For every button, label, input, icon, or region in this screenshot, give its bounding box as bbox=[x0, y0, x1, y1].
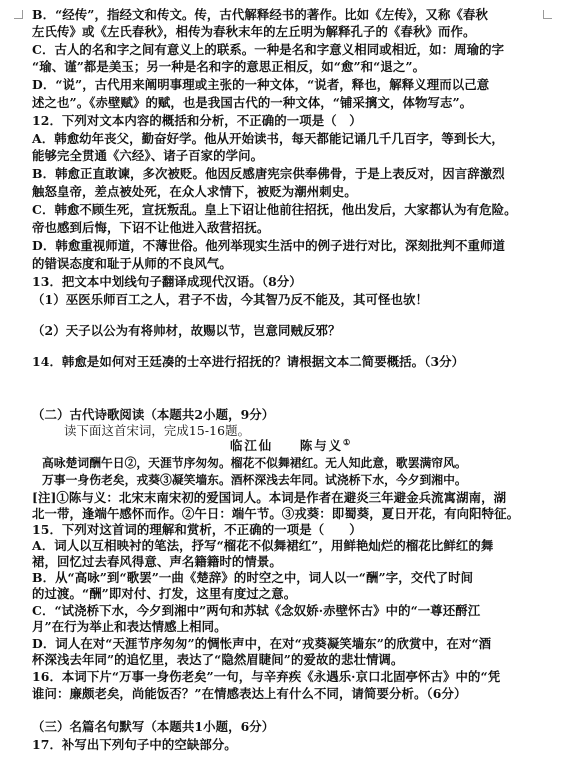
text-line: C．韩愈不顾生死，宣抚叛乱。皇上下诏让他前往招抚，他出发后，大家都认为有危险。 bbox=[32, 202, 517, 217]
text-line: 读下面这首宋词，完成15-16题。 bbox=[64, 423, 251, 438]
text-line: D．韩愈重视师道，不薄世俗。他列举现实生活中的例子进行对比，深刻批判不重师道 bbox=[32, 238, 505, 253]
text-line: C．古人的名和字之间有意义上的联系。一种是名和字意义相同或相近，如：周瑜的字 bbox=[32, 42, 505, 57]
text-line: 的过渡。“酬”即对付、打发，这里有度过之意。 bbox=[32, 586, 297, 601]
poem-title-author: 陈与义 bbox=[299, 438, 343, 453]
text-line: 触怒皇帝，差点被处死，在众人求情下，被贬为潮州刺史。 bbox=[32, 184, 357, 199]
question-12: 12．下列对文本内容的概括和分析，不正确的一项是（ ） bbox=[32, 113, 362, 128]
text-line: 述之也”。《赤壁赋》的赋，也是我国古代的一种文体，“铺采摛文，体物写志”。 bbox=[32, 95, 473, 110]
section-heading: （二）古代诗歌阅读（本题共2小题，9分） bbox=[32, 407, 275, 422]
text-line: 杯深浅去年同”的追忆里，表达了“隐然眉睫间”的爱故的悲壮情调。 bbox=[32, 652, 404, 667]
poem-line: 万事一身伤老矣，戎葵③凝笑墙东。酒杯深浅去年同。试浇桥下水，今夕到湘中。 bbox=[42, 473, 467, 487]
text-line: 的错误态度和耻于从师的不良风气。 bbox=[32, 256, 232, 271]
text-line: D．“说”，古代用来阐明事理或主张的一种文体，“说者，释也，解释义理而以己意 bbox=[32, 77, 490, 92]
question-13: 13．把文本中划线句子翻译成现代汉语。（8分） bbox=[32, 274, 302, 289]
question-15: 15．下列对这首词的理解和赏析，不正确的一项是（ ） bbox=[32, 522, 362, 537]
text-line: “瑜、谨”都是美玉；另一种是名和字的意思正相反，如“愈”和“退之”。 bbox=[32, 59, 426, 74]
footnote-marker: ① bbox=[343, 436, 353, 447]
text-line: B．韩愈正直敢谏，多次被贬。他因反感唐宪宗供奉佛骨，于是上表反对，因言辞激烈 bbox=[32, 166, 505, 181]
text-line: C．“试浇桥下水，今夕到湘中”两句和苏轼《念奴娇·赤壁怀古》中的“一尊还酹江 bbox=[32, 603, 481, 618]
text-line: 帝也感到后悔，下诏不让他进入敌营招抚。 bbox=[32, 220, 270, 235]
poem-title-name: 临江仙 bbox=[230, 438, 274, 453]
text-line: B．从“高咏”到“歌罢”一曲《楚辞》的时空之中，词人以一“酬”字，交代了时间 bbox=[32, 570, 474, 585]
text-line: A．韩愈幼年丧父，勤奋好学。他从开始读书，每天都能记诵几千几百字，等到长大， bbox=[32, 131, 504, 146]
text-line: 裙，回忆过去春风得意、声名籍籍时的情景。 bbox=[32, 554, 282, 569]
poem-line: 高咏楚词酬午日②，天涯节序匆匆。榴花不似舞裙红。无人知此意，歌罢满帘风。 bbox=[42, 456, 467, 470]
corner-mark-icon bbox=[14, 10, 23, 19]
text-line: A．词人以互相映衬的笔法，抒写“榴花不似舞裙红”，用鲜艳灿烂的榴花比鲜红的舞 bbox=[32, 538, 494, 553]
text-line: 左氏传》或《左氏春秋》，相传为春秋末年的左丘明为解释孔子的《春秋》而作。 bbox=[32, 24, 476, 39]
text-line: 谁问：廉颇老矣，尚能饭否？”在情感表达上有什么不同，请简要分析。（6分） bbox=[32, 686, 467, 701]
text-line: B．“经传”，指经文和传文。传，古代解释经书的著作。比如《左传》，又称《春秋 bbox=[32, 7, 488, 22]
text-line: （2）天子以公为有将帅材，故赐以节，岂意同贼反邪？ bbox=[32, 323, 341, 338]
question-14: 14．韩愈是如何对王廷凑的士卒进行招抚的？请根据文本二简要概括。（3分） bbox=[32, 354, 465, 369]
question-16: 16．本词下片“万事一身伤老矣”一句，与辛弃疾《永遇乐·京口北固亭怀古》中的“凭 bbox=[32, 669, 501, 684]
question-17: 17．补写出下列句子中的空缺部分。 bbox=[32, 737, 237, 752]
text-line: 月”在行为举止和表达情感上相同。 bbox=[32, 619, 227, 634]
text-line: 北一带，逢端午感怀而作。②午日：端午节。③戎葵：即蜀葵，夏日开花，有向阳特征。 bbox=[32, 506, 520, 521]
text-line: 能够完全贯通《六经》、诸子百家的学问。 bbox=[32, 148, 264, 163]
text-line: D．词人在对“天涯节序匆匆”的惆怅声中，在对“戎葵凝笑墙东”的欣赏中，在对“酒 bbox=[32, 636, 492, 651]
text-line: （1）巫医乐师百工之人，君子不齿，今其智乃反不能及，其可怪也欤！ bbox=[32, 292, 428, 307]
section-heading: （三）名篇名句默写（本题共1小题，6分） bbox=[32, 719, 275, 734]
text-line: [注]①陈与义：北宋末南宋初的爱国词人。本词是作者在避炎三年避金兵流寓湖南，湖 bbox=[32, 490, 507, 505]
poem-title bbox=[230, 436, 352, 454]
